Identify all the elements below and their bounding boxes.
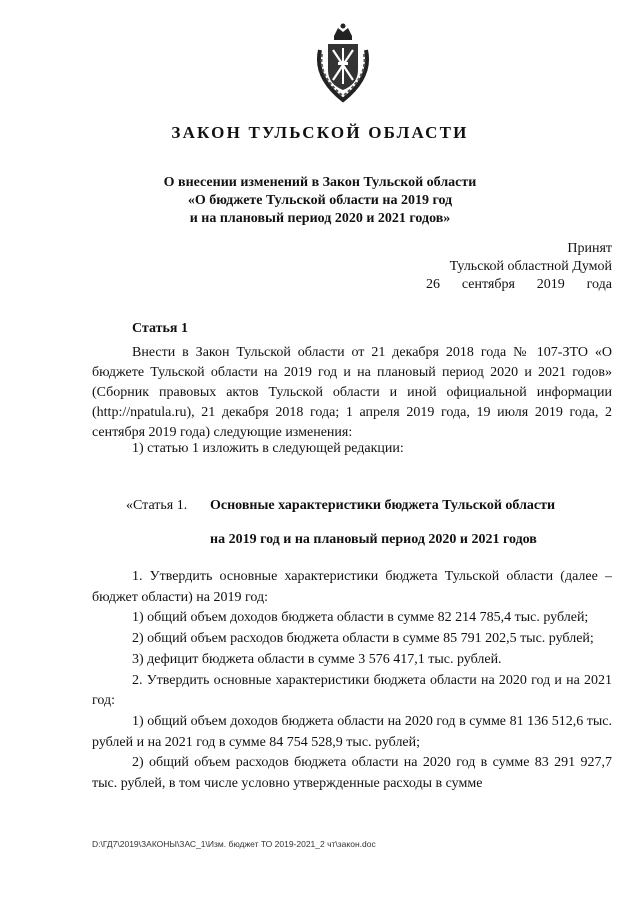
document-subtitle (0, 174, 640, 228)
date-month: сентября (461, 277, 515, 292)
main-text (92, 567, 612, 795)
date-year: 2019 (536, 277, 565, 292)
quoted-article-title-2: на 2019 год и на плановый период 2020 и 2021 годов (210, 532, 537, 547)
accepted-date (426, 276, 612, 294)
paragraph: 1. Утвердить основные характеристики бюджета Тульской области (далее – бюджет области) на 2019 год: (92, 569, 612, 605)
document-title: ЗАКОН ТУЛЬСКОЙ ОБЛАСТИ (171, 123, 469, 142)
date-suffix: года (586, 277, 612, 292)
amendment-item: 1) статью 1 изложить в следующей редакции: (132, 441, 404, 456)
file-path-footer: D:\ГД7\2019\ЗАКОНЫ\ЗАС_1\Изм. бюджет ТО 2019-2021_2 чт\закон.doc (92, 839, 376, 849)
accepted-by: Тульской областной Думой (449, 259, 612, 274)
article-intro (92, 343, 612, 443)
tula-coat-of-arms-icon (312, 22, 374, 104)
accepted-label: Принят (567, 241, 612, 256)
intro-paragraph: Внести в Закон Тульской области от 21 декабря 2018 года № 107-ЗТО «О бюджете Тульской области на 2019 год и на плановый период 2020 и 2021 годов» (Сборник правовых актов Тульской области и иной официальной информации (http://npatula.ru), 21 декабря 2018 года; 1 апреля 2019 года, 19 июля 2019 года, 2 сентября 2019 года) следующие изменения: (92, 345, 612, 440)
subtitle-line: и на плановый период 2020 и 2021 годов» (189, 211, 451, 226)
quoted-article-label: «Статья 1. (126, 498, 188, 513)
paragraph: 2) общий объем расходов бюджета области в сумме 85 791 202,5 тыс. рублей; (132, 631, 594, 647)
article-heading: Статья 1 (132, 321, 188, 336)
subtitle-line: «О бюджете Тульской области на 2019 год (187, 193, 453, 208)
paragraph: 2. Утвердить основные характеристики бюджета области на 2020 год и на 2021 год: (92, 672, 612, 709)
subtitle-line: О внесении изменений в Закон Тульской области (163, 175, 477, 190)
paragraph: 2) общий объем расходов бюджета области на 2020 год в сумме 83 291 927,7 тыс. рублей, в том числе условно утвержденные расходы в сумме (92, 755, 612, 792)
paragraph: 1) общий объем доходов бюджета области на 2020 год в сумме 81 136 512,6 тыс. рублей и на 2021 год в сумме 84 754 528,9 тыс. рублей; (92, 713, 612, 750)
paragraph: 3) дефицит бюджета области в сумме 3 576 417,1 тыс. рублей. (132, 651, 502, 667)
paragraph: 1) общий объем доходов бюджета области в сумме 82 214 785,4 тыс. рублей; (132, 610, 589, 626)
date-day: 26 (426, 277, 440, 292)
quoted-article-title-1: Основные характеристики бюджета Тульской области (210, 498, 556, 513)
